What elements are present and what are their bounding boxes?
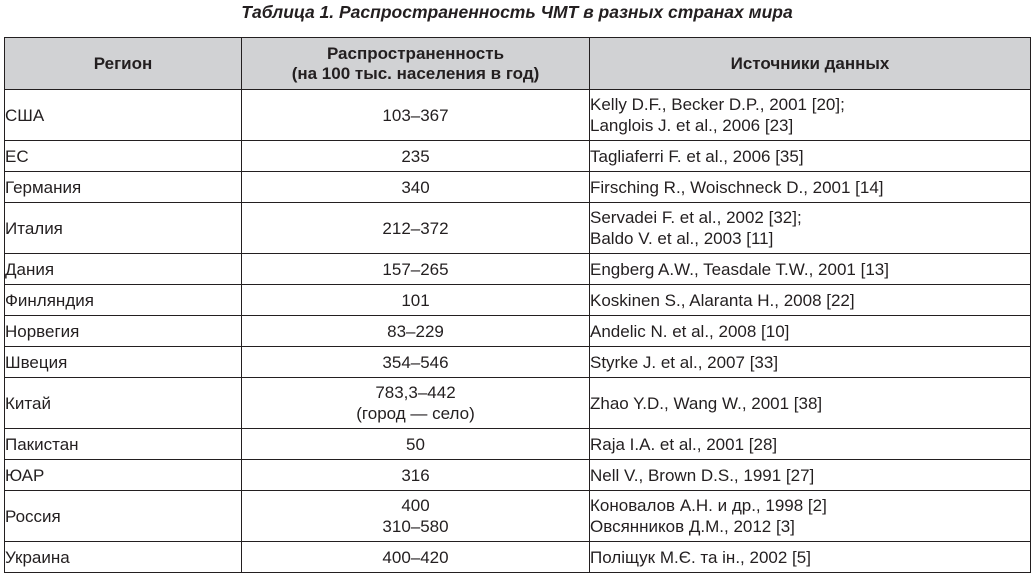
prevalence-value: (город — село) [356, 404, 475, 423]
sources-cell [590, 347, 1031, 378]
source-reference: Tagliaferri F. et al., 2006 [35] [590, 146, 804, 166]
source-reference: Engberg A.W., Teasdale T.W., 2001 [13] [590, 259, 889, 279]
source-reference: Firsching R., Woischneck D., 2001 [14] [590, 177, 884, 197]
prevalence-value: 50 [406, 434, 425, 454]
table-row [5, 172, 1031, 203]
region-cell: США [5, 90, 242, 141]
source-reference: Коновалов А.Н. и др., 1998 [2] [590, 496, 827, 515]
prevalence-value: 783,3–442 [375, 383, 456, 402]
prevalence-value: 101 [401, 290, 430, 310]
region-cell: Германия [5, 172, 242, 203]
prevalence-value: 354–546 [382, 352, 449, 372]
region-cell: Италия [5, 203, 242, 254]
prevalence-table [4, 37, 1031, 573]
table-row [5, 542, 1031, 573]
table-body [5, 90, 1031, 573]
sources-cell [590, 542, 1031, 573]
region-cell: ЕС [5, 141, 242, 172]
prevalence-cell [242, 254, 590, 285]
region-cell: Дания [5, 254, 242, 285]
region-cell: Россия [5, 491, 242, 542]
source-reference: Andelic N. et al., 2008 [10] [590, 321, 790, 341]
source-reference: Овсянников Д.М., 2012 [3] [590, 517, 795, 536]
table-row [5, 316, 1031, 347]
table-caption: Таблица 1. Распространенность ЧМТ в разных странах мира [241, 2, 793, 22]
table-row [5, 203, 1031, 254]
source-reference: Поліщук М.Є. та ін., 2002 [5] [590, 547, 811, 567]
prevalence-cell [242, 285, 590, 316]
source-reference: Raja I.A. et al., 2001 [28] [590, 434, 778, 454]
prevalence-value: 235 [401, 146, 430, 166]
prevalence-cell [242, 491, 590, 542]
region-cell: Китай [5, 378, 242, 429]
source-reference: Langlois J. et al., 2006 [23] [590, 116, 794, 135]
sources-cell [590, 141, 1031, 172]
prevalence-cell [242, 141, 590, 172]
source-reference: Zhao Y.D., Wang W., 2001 [38] [590, 393, 823, 413]
table-row [5, 141, 1031, 172]
sources-cell [590, 254, 1031, 285]
prevalence-value: 400 [401, 496, 430, 515]
sources-cell [590, 316, 1031, 347]
source-reference: Styrke J. et al., 2007 [33] [590, 352, 779, 372]
sources-cell [590, 172, 1031, 203]
table-row [5, 378, 1031, 429]
sources-cell [590, 378, 1031, 429]
table-row [5, 90, 1031, 141]
prevalence-value: 340 [401, 177, 430, 197]
prevalence-value: 157–265 [382, 259, 449, 279]
header-region: Регион [5, 38, 242, 90]
header-prevalence-unit: (на 100 тыс. населения в год) [291, 63, 540, 83]
region-cell: Швеция [5, 347, 242, 378]
region-cell: Пакистан [5, 429, 242, 460]
header-row [5, 38, 1031, 90]
prevalence-cell [242, 460, 590, 491]
source-reference: Servadei F. et al., 2002 [32]; [590, 208, 802, 227]
table-row [5, 491, 1031, 542]
region-cell: ЮАР [5, 460, 242, 491]
header-prevalence [242, 38, 590, 90]
prevalence-value: 310–580 [382, 517, 449, 536]
sources-cell [590, 460, 1031, 491]
sources-cell [590, 285, 1031, 316]
prevalence-cell [242, 378, 590, 429]
prevalence-cell [242, 542, 590, 573]
prevalence-cell [242, 429, 590, 460]
sources-cell [590, 429, 1031, 460]
table-row [5, 429, 1031, 460]
prevalence-cell [242, 316, 590, 347]
source-reference: Kelly D.F., Becker D.P., 2001 [20]; [590, 95, 845, 114]
table-row [5, 347, 1031, 378]
prevalence-value: 400–420 [382, 547, 449, 567]
region-cell: Норвегия [5, 316, 242, 347]
region-cell: Украина [5, 542, 242, 573]
region-cell: Финляндия [5, 285, 242, 316]
prevalence-value: 103–367 [382, 105, 449, 125]
header-sources: Источники данных [590, 38, 1031, 90]
source-reference: Koskinen S., Alaranta H., 2008 [22] [590, 290, 855, 310]
table-row [5, 254, 1031, 285]
prevalence-cell [242, 172, 590, 203]
header-prevalence-title: Распространенность [326, 43, 505, 63]
prevalence-value: 212–372 [382, 218, 449, 238]
source-reference: Nell V., Brown D.S., 1991 [27] [590, 465, 815, 485]
source-reference: Baldo V. et al., 2003 [11] [590, 229, 774, 248]
prevalence-cell [242, 203, 590, 254]
prevalence-cell [242, 90, 590, 141]
sources-cell [590, 203, 1031, 254]
sources-cell [590, 491, 1031, 542]
table-row [5, 285, 1031, 316]
table-row [5, 460, 1031, 491]
prevalence-value: 83–229 [387, 321, 444, 341]
prevalence-cell [242, 347, 590, 378]
prevalence-value: 316 [401, 465, 430, 485]
sources-cell [590, 90, 1031, 141]
